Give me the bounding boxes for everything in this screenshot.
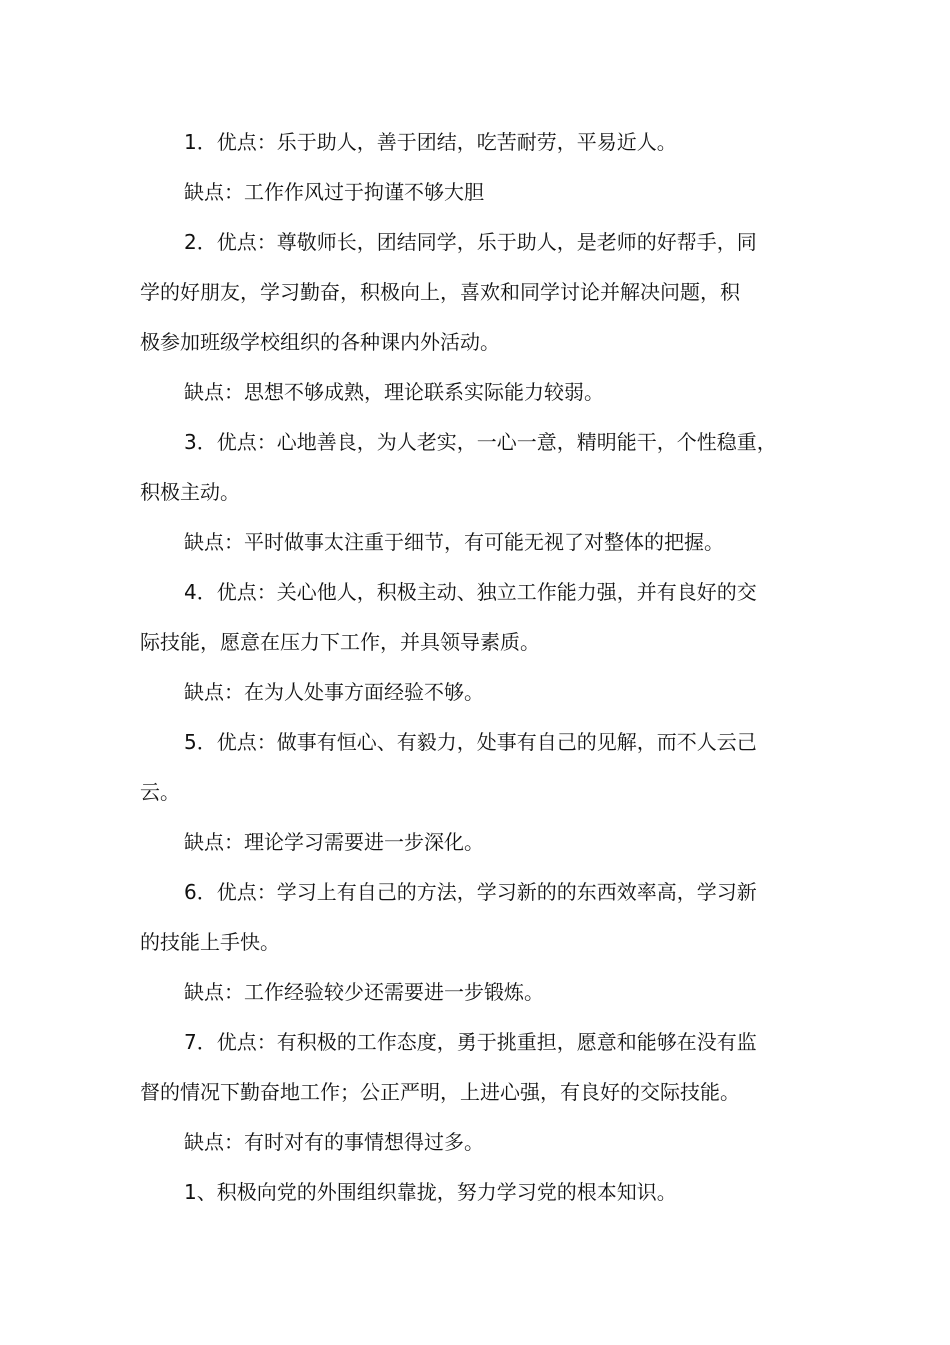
paragraph-line: 6．优点：学习上有自己的方法，学习新的的东西效率高，学习新 [184,880,757,904]
paragraph-line: 1、积极向党的外围组织靠拢，努力学习党的根本知识。 [184,1180,677,1204]
paragraph-line: 缺点：工作经验较少还需要进一步锻炼。 [184,980,544,1004]
paragraph-line: 云。 [140,780,180,804]
paragraph-line: 的技能上手快。 [140,930,280,954]
paragraph-line: 积极主动。 [140,480,240,504]
paragraph-line: 2．优点：尊敬师长，团结同学，乐于助人，是老师的好帮手，同 [184,230,757,254]
paragraph-line: 缺点：理论学习需要进一步深化。 [184,830,484,854]
paragraph-line: 4．优点：关心他人，积极主动、独立工作能力强，并有良好的交 [184,580,757,604]
paragraph-line: 3．优点：心地善良，为人老实，一心一意，精明能干，个性稳重， [184,430,777,454]
paragraph-line: 缺点：工作作风过于拘谨不够大胆 [184,180,484,204]
paragraph-line: 缺点：有时对有的事情想得过多。 [184,1130,484,1154]
paragraph-line: 1．优点：乐于助人，善于团结，吃苦耐劳，平易近人。 [184,130,677,154]
paragraph-line: 7．优点：有积极的工作态度，勇于挑重担，愿意和能够在没有监 [184,1030,757,1054]
paragraph-line: 缺点：在为人处事方面经验不够。 [184,680,484,704]
paragraph-line: 际技能，愿意在压力下工作，并具领导素质。 [140,630,540,654]
paragraph-line: 5．优点：做事有恒心、有毅力，处事有自己的见解，而不人云己 [184,730,757,754]
paragraph-line: 缺点：思想不够成熟，理论联系实际能力较弱。 [184,380,604,404]
paragraph-line: 学的好朋友，学习勤奋，积极向上，喜欢和同学讨论并解决问题，积 [140,280,740,304]
paragraph-line: 督的情况下勤奋地工作；公正严明，上进心强，有良好的交际技能。 [140,1080,740,1104]
paragraph-line: 缺点：平时做事太注重于细节，有可能无视了对整体的把握。 [184,530,724,554]
paragraph-line: 极参加班级学校组织的各种课内外活动。 [140,330,500,354]
